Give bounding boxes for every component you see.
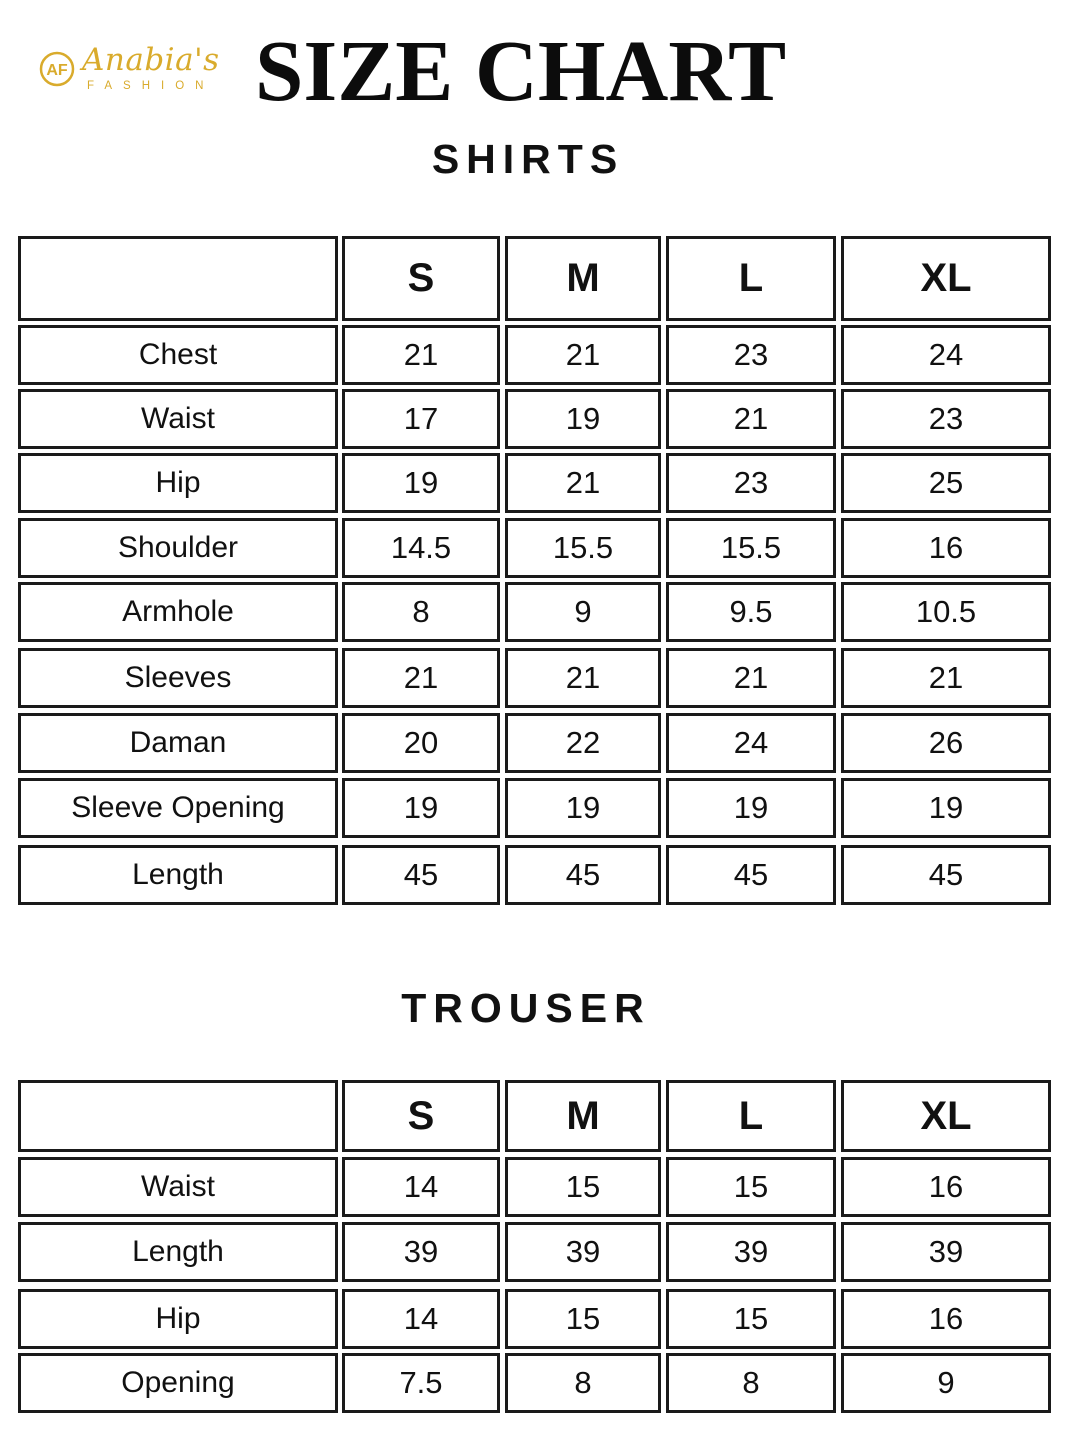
measurement-value: 21: [342, 648, 500, 708]
size-header-s: S: [342, 1080, 500, 1152]
measurement-value: 25: [841, 453, 1051, 513]
size-header-l: L: [666, 236, 836, 321]
measurement-value: 23: [666, 325, 836, 385]
measurement-value: 24: [841, 325, 1051, 385]
measurement-label: Shoulder: [18, 518, 338, 578]
measurement-value: 16: [841, 518, 1051, 578]
measurement-label: Length: [18, 845, 338, 905]
measurement-value: 39: [505, 1222, 661, 1282]
measurement-value: 24: [666, 713, 836, 773]
size-header-m: M: [505, 1080, 661, 1152]
size-header-m: M: [505, 236, 661, 321]
measurement-label: Hip: [18, 453, 338, 513]
measurement-value: 19: [505, 778, 661, 838]
measurement-value: 15.5: [666, 518, 836, 578]
brand-subtitle: FASHION: [87, 80, 215, 92]
measurement-value: 15: [666, 1157, 836, 1217]
measurement-label: Waist: [18, 1157, 338, 1217]
measurement-value: 19: [666, 778, 836, 838]
measurement-value: 21: [342, 325, 500, 385]
measurement-value: 17: [342, 389, 500, 449]
measurement-label: Chest: [18, 325, 338, 385]
measurement-value: 15: [666, 1289, 836, 1349]
measurement-label: Sleeve Opening: [18, 778, 338, 838]
brand-logo: [38, 42, 238, 98]
measurement-value: 39: [666, 1222, 836, 1282]
size-header-xl: XL: [841, 236, 1051, 321]
measurement-label: Opening: [18, 1353, 338, 1413]
size-header-xl: XL: [841, 1080, 1051, 1152]
measurement-value: 19: [342, 778, 500, 838]
measurement-value: 14: [342, 1289, 500, 1349]
measurement-value: 39: [841, 1222, 1051, 1282]
measurement-value: 10.5: [841, 582, 1051, 642]
measurement-value: 45: [841, 845, 1051, 905]
brand-mark-icon: [38, 50, 76, 88]
measurement-value: 23: [666, 453, 836, 513]
measurement-value: 21: [666, 648, 836, 708]
measurement-value: 14: [342, 1157, 500, 1217]
trouser-section-title: TROUSER: [401, 985, 651, 1031]
measurement-value: 9.5: [666, 582, 836, 642]
table-corner-cell: [18, 1080, 338, 1152]
measurement-value: 8: [342, 582, 500, 642]
brand-mark-text: AF: [46, 62, 68, 79]
measurement-label: Sleeves: [18, 648, 338, 708]
measurement-value: 19: [841, 778, 1051, 838]
measurement-value: 23: [841, 389, 1051, 449]
measurement-value: 15.5: [505, 518, 661, 578]
measurement-label: Length: [18, 1222, 338, 1282]
measurement-value: 45: [342, 845, 500, 905]
measurement-value: 21: [841, 648, 1051, 708]
measurement-value: 8: [666, 1353, 836, 1413]
table-corner-cell: [18, 236, 338, 321]
page-title: SIZE CHART: [255, 22, 787, 119]
measurement-value: 39: [342, 1222, 500, 1282]
measurement-value: 16: [841, 1289, 1051, 1349]
measurement-value: 21: [505, 325, 661, 385]
measurement-value: 22: [505, 713, 661, 773]
size-header-l: L: [666, 1080, 836, 1152]
measurement-value: 8: [505, 1353, 661, 1413]
measurement-value: 15: [505, 1289, 661, 1349]
measurement-value: 21: [505, 453, 661, 513]
measurement-value: 19: [505, 389, 661, 449]
measurement-value: 9: [841, 1353, 1051, 1413]
measurement-value: 14.5: [342, 518, 500, 578]
measurement-value: 21: [505, 648, 661, 708]
measurement-value: 45: [505, 845, 661, 905]
measurement-value: 21: [666, 389, 836, 449]
measurement-value: 15: [505, 1157, 661, 1217]
measurement-value: 19: [342, 453, 500, 513]
measurement-label: Hip: [18, 1289, 338, 1349]
measurement-label: Armhole: [18, 582, 338, 642]
measurement-value: 16: [841, 1157, 1051, 1217]
measurement-value: 9: [505, 582, 661, 642]
size-header-s: S: [342, 236, 500, 321]
measurement-value: 7.5: [342, 1353, 500, 1413]
measurement-value: 20: [342, 713, 500, 773]
measurement-value: 26: [841, 713, 1051, 773]
brand-name: Anabia's: [82, 42, 220, 78]
measurement-label: Waist: [18, 389, 338, 449]
shirts-section-title: SHIRTS: [431, 136, 625, 182]
measurement-label: Daman: [18, 713, 338, 773]
measurement-value: 45: [666, 845, 836, 905]
